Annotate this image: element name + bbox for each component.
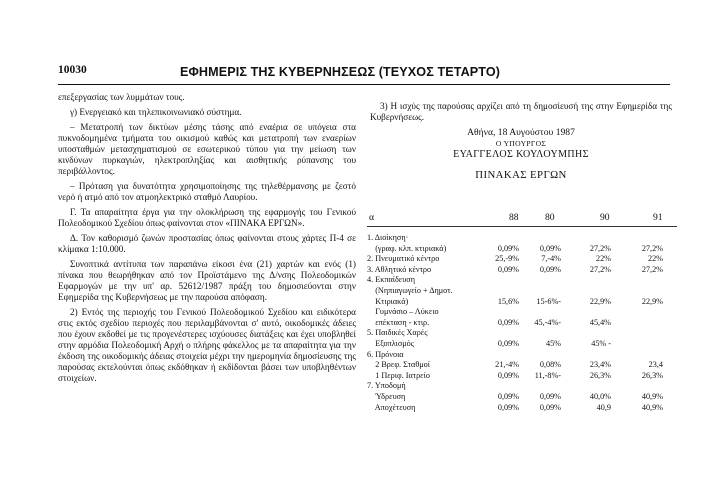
row-value: 40,9% xyxy=(641,391,663,401)
table-row xyxy=(367,297,677,308)
table-row xyxy=(367,286,677,297)
row-value: 22% xyxy=(595,254,611,264)
table-row xyxy=(367,360,677,371)
minister-role: Ο ΥΠΟΥΡΓΟΣ xyxy=(495,139,547,148)
row-label: 7. Υποδομή xyxy=(367,381,406,391)
left-column xyxy=(58,92,356,388)
row-value: 21,-4% xyxy=(495,360,519,370)
table-row xyxy=(367,254,677,265)
table-row xyxy=(367,403,677,414)
row-value: 0,09% xyxy=(539,391,561,401)
row-value: 45% - xyxy=(591,338,611,348)
row-value: 23,4% xyxy=(589,360,611,370)
row-label: 2. Πνευματικό κέντρο xyxy=(367,254,440,264)
row-value: 0,09% xyxy=(497,338,519,348)
minister-name: ΕΥΑΓΓΕΛΟΣ ΚΟΥΛΟΥΜΠΗΣ xyxy=(453,149,589,160)
table-row xyxy=(367,265,677,276)
row-value: 0,09% xyxy=(497,370,519,380)
page-header xyxy=(58,62,670,82)
row-label: Ύδρευση xyxy=(367,391,406,401)
table-row xyxy=(367,275,677,286)
paragraph: Γ. Τα απαραίτητα έργα για την ολοκλήρωση της εφαρμογής του Γενικού Πολεοδομικού Σχεδίου όπως φαίνονται στον «ΠΙΝΑΚΑ ΕΡΓΩΝ». xyxy=(58,207,356,228)
table-row xyxy=(367,350,677,361)
row-value: 0,09% xyxy=(497,317,519,327)
table-corner-mark: α xyxy=(369,212,375,223)
row-value: 27,2% xyxy=(641,243,663,253)
row-label: (Νηπιαγωγείο + Δημοτ. xyxy=(367,285,453,295)
paragraph: – Μετατροπή των δικτύων μέσης τάσης από εναέρια σε υπόγεια στα πυκνοδομημένα τμήματα του οικισμού καθώς και μετατροπή των εναερίων υποσταθμών μετασχηματισμού σε εσωτερικού τύπου για την μείωση των κινδύνων πυρκαγιών, ηλεκτροπληξίας και αισθητικής ρύπανσης του περιβάλλοντος. xyxy=(58,122,356,176)
paragraph: επεξεργασίας των λυμμάτων τους. xyxy=(58,92,185,102)
row-value: 11,-8%- xyxy=(534,370,561,380)
row-value: 0,09% xyxy=(497,243,519,253)
row-value: 22% xyxy=(647,254,663,264)
row-value: 15,6% xyxy=(497,296,519,306)
table-row xyxy=(367,307,677,318)
row-value: 0,09% xyxy=(539,402,561,412)
row-value: 26,3% xyxy=(589,370,611,380)
row-value: 26,3% xyxy=(641,370,663,380)
table-row xyxy=(367,233,677,244)
paragraph: γ) Ενεργειακό και τηλεπικοινωνιακό σύστημα. xyxy=(70,107,242,117)
table-row xyxy=(367,381,677,392)
table-row xyxy=(367,371,677,382)
row-value: 27,2% xyxy=(589,243,611,253)
table-row xyxy=(367,339,677,350)
row-label: 1 Περιφ. Ιατρείο xyxy=(367,370,430,380)
row-value: 23,4 xyxy=(648,360,663,370)
row-value: 22,9% xyxy=(641,296,663,306)
paragraph: Συνοπτικά αντίτυπα των παραπάνω είκοσι ένα (21) χαρτών και ενός (1) πίνακα που θεωρήθηκαν από τον Προϊστάμενο της Δ/νσης Πολεοδομικών Εφαρμογών με την υπ' αρ. 52612/1987 πράξη του δημοσιεύονται στην Εφημερίδα της Κυβερνήσεως με την παρούσα απόφαση. xyxy=(58,259,356,302)
row-value: 27,2% xyxy=(589,264,611,274)
row-label: 3. Αθλητικό κέντρο xyxy=(367,264,432,274)
right-column xyxy=(370,101,672,181)
table-row xyxy=(367,328,677,339)
works-table xyxy=(367,212,677,413)
column-header: 91 xyxy=(653,212,663,223)
table-title: ΠΙΝΑΚΑΣ ΕΡΓΩΝ xyxy=(475,169,567,181)
table-row xyxy=(367,244,677,255)
table-header xyxy=(367,212,677,226)
row-value: 45% xyxy=(545,338,561,348)
row-value: 40,0% xyxy=(589,391,611,401)
table-header-rule xyxy=(367,226,677,227)
row-value: 0,09% xyxy=(497,264,519,274)
row-label: Εξοπλισμός xyxy=(367,338,414,348)
row-value: 0,08% xyxy=(539,360,561,370)
row-value: 45,-4%- xyxy=(534,317,561,327)
row-value: 22,9% xyxy=(589,296,611,306)
row-label: 2 Βρεφ. Σταθμοί xyxy=(367,360,430,370)
paragraph: – Πρόταση για δυνατότητα χρησιμοποίησης της τηλεθέρμανσης με ζεστό νερό ή ατμό από τον ατμοηλεκτρικό σταθμό Λαυρίου. xyxy=(58,181,356,202)
gazette-title: ΕΦΗΜΕΡΙΣ ΤΗΣ ΚΥΒΕΡΝΗΣΕΩΣ (ΤΕΥΧΟΣ ΤΕΤΑΡΤΟ) xyxy=(180,65,501,79)
row-value: 0,09% xyxy=(497,391,519,401)
row-label: Γυμνάσιο – Λύκειο xyxy=(367,307,439,317)
table-row xyxy=(367,392,677,403)
row-value: 40,9% xyxy=(641,402,663,412)
row-label: Κτιριακά) xyxy=(367,296,409,306)
validity-clause: 3) Η ισχύς της παρούσας αρχίζει από τη δημοσίευσή της στην Εφημερίδα της Κυβερνήσεως. xyxy=(370,101,672,122)
paragraph: 2) Εντός της περιοχής του Γενικού Πολεοδομικού Σχεδίου και ειδικότερα στις εκτός σχεδίου περιοχές που περιλαμβάνονται σ' αυτό, οικοδομικές άδειες που έχουν εκδοθεί με τις προγενέστερες ισχύουσες διατάξεις και έχει υποβληθεί στην αρμόδια Πολεοδομική Αρχή ο πλήρης φάκελλος με τα απαραίτητα για την έκδοση της οικοδομικής άδειας στοιχεία μέχρι την ημερομηνία δημοσίευσης της παρούσας εκτελούνται όπως εκδόθηκαν ή εκδίδονται βάσει των υποβληθέντων στοιχείων. xyxy=(58,307,356,383)
row-value: 0,09% xyxy=(539,243,561,253)
row-label: Αποχέτευση xyxy=(367,402,416,412)
row-label: (γραφ. κλπ. κτιριακά) xyxy=(367,243,447,253)
table-row xyxy=(367,318,677,329)
header-rule xyxy=(58,84,670,85)
row-label: 6. Πρόνοια xyxy=(367,349,404,359)
row-value: 27,2% xyxy=(641,264,663,274)
column-header: 90 xyxy=(600,212,610,223)
place-date: Αθήνα, 18 Αυγούστου 1987 xyxy=(467,127,575,138)
row-label: 4. Εκπαίδευση xyxy=(367,275,415,285)
row-value: 45,4% xyxy=(589,317,611,327)
row-value: 25,-9% xyxy=(495,254,519,264)
row-value: 0,09% xyxy=(497,402,519,412)
row-label: επέκταση - κτιρ. xyxy=(367,317,430,327)
row-value: 0,09% xyxy=(539,264,561,274)
column-header: 88 xyxy=(509,212,519,223)
page-number: 10030 xyxy=(58,64,87,76)
row-value: 40,9 xyxy=(596,402,611,412)
row-label: 5. Παιδικές Χαρές xyxy=(367,328,428,338)
row-value: 7,-4% xyxy=(541,254,561,264)
row-label: 1. Διοίκηση· xyxy=(367,233,409,242)
column-header: 80 xyxy=(545,212,555,223)
paragraph: Δ. Τον καθορισμό ζωνών προστασίας όπως φαίνονται στους χάρτες Π-4 σε κλίμακα 1:10.000. xyxy=(58,233,356,254)
row-value: 15-6%- xyxy=(536,296,561,306)
table-body xyxy=(367,233,677,413)
